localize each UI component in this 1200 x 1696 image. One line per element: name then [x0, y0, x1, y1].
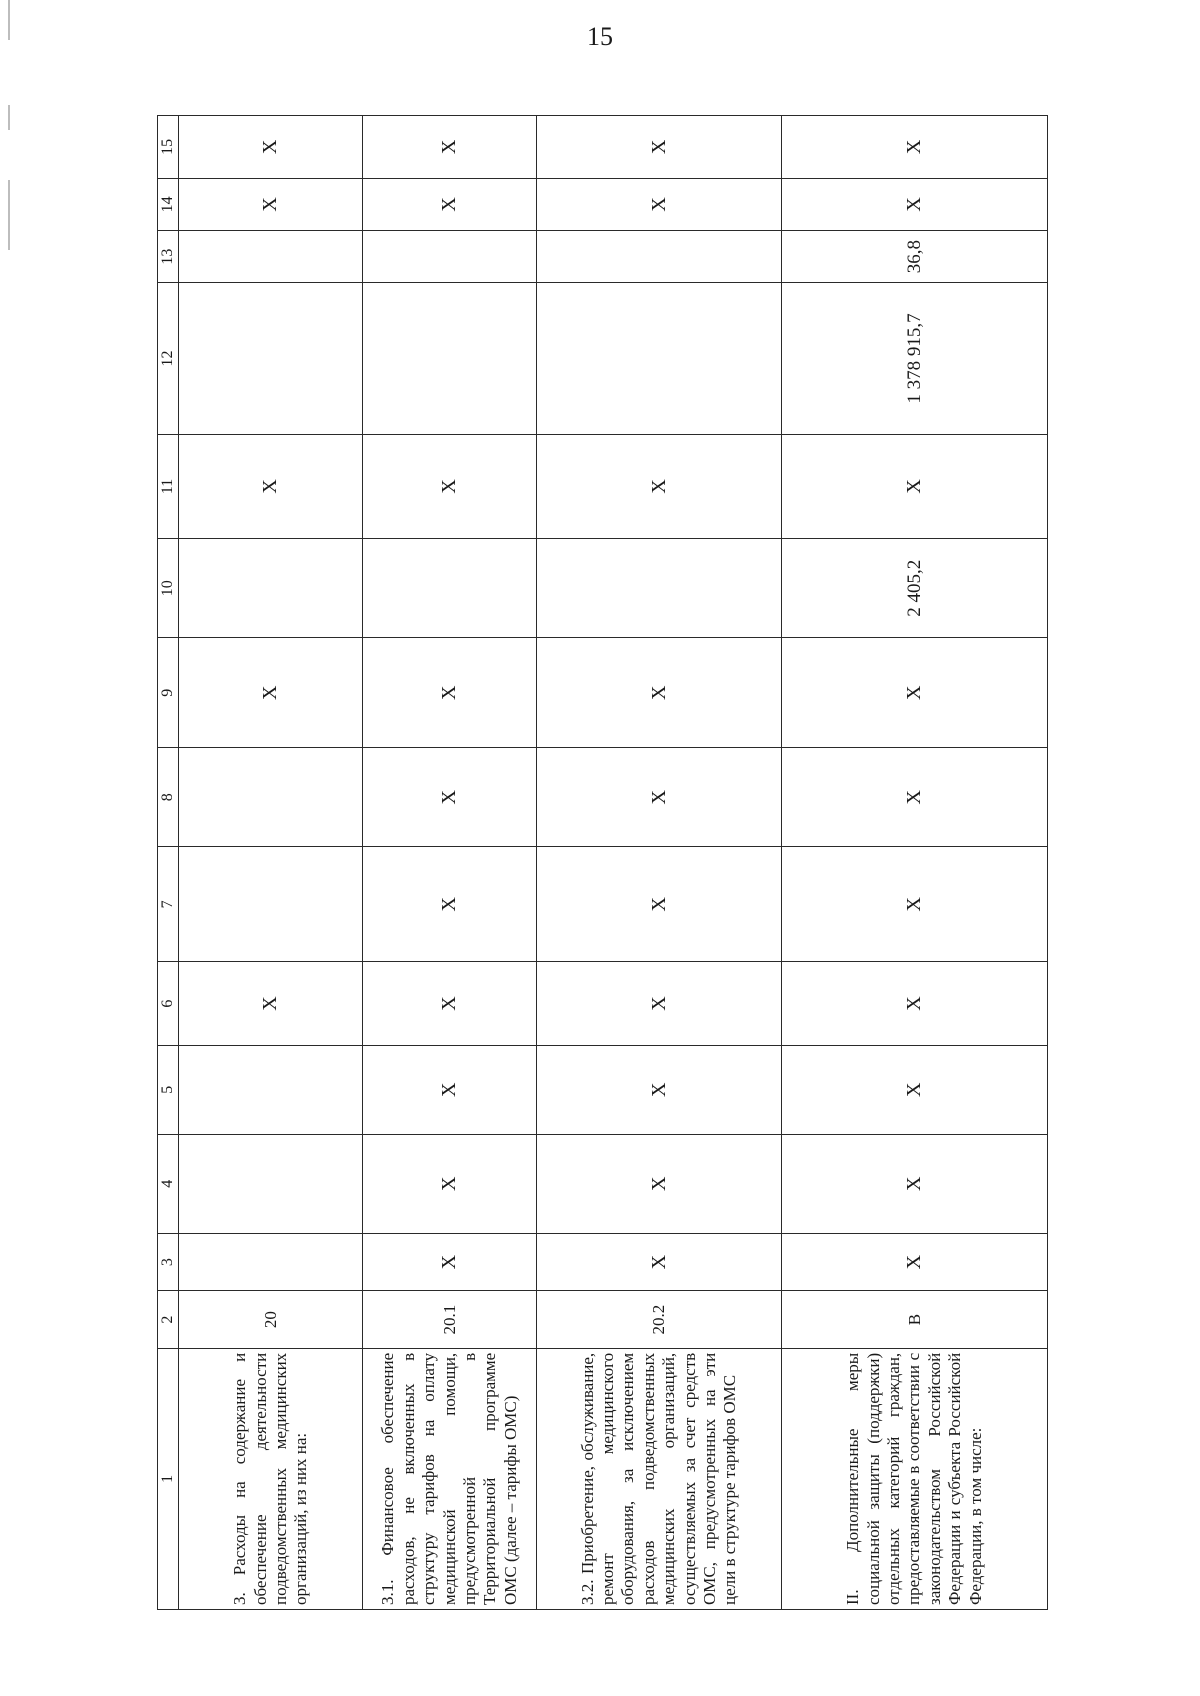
column-number-header: 10 [158, 539, 179, 638]
x-mark-cell: X [363, 178, 537, 230]
rotated-table-wrapper [157, 115, 1048, 1610]
x-mark-cell: X [363, 748, 537, 847]
x-mark-cell: X [537, 116, 782, 179]
scan-edge-mark [8, 180, 10, 250]
column-number-header: 2 [158, 1291, 179, 1348]
x-mark-cell: X [179, 178, 363, 230]
x-mark-cell: X [782, 1134, 1048, 1233]
x-mark-cell: X [363, 638, 537, 748]
x-mark-cell: X [782, 748, 1048, 847]
x-mark-cell: X [537, 962, 782, 1046]
value-cell: 36,8 [782, 231, 1048, 283]
empty-cell [537, 283, 782, 434]
x-mark-cell: X [363, 116, 537, 179]
column-number-header: 12 [158, 283, 179, 434]
x-mark-cell: X [179, 434, 363, 538]
column-number-header: 13 [158, 231, 179, 283]
empty-cell [179, 539, 363, 638]
x-mark-cell: X [537, 1134, 782, 1233]
x-mark-cell: X [363, 434, 537, 538]
x-mark-cell: X [537, 434, 782, 538]
x-mark-cell: X [782, 962, 1048, 1046]
empty-cell [179, 1233, 363, 1290]
column-number-header: 6 [158, 962, 179, 1046]
table-row [537, 116, 782, 1610]
x-mark-cell: X [537, 1233, 782, 1290]
table-row [363, 116, 537, 1610]
empty-cell [179, 748, 363, 847]
row-description: II. Дополнительные меры социальной защиты (поддержки) отдельных категорий граждан, предоставляемые в соответствии с законодательством Российской Федерации и субъекта Российской Федерации, в том числе: [782, 1348, 1048, 1609]
value-cell: 1 378 915,7 [782, 283, 1048, 434]
x-mark-cell: X [363, 1233, 537, 1290]
row-code: 20.1 [363, 1291, 537, 1348]
empty-cell [179, 847, 363, 962]
column-number-header: 11 [158, 434, 179, 538]
column-number-header: 7 [158, 847, 179, 962]
x-mark-cell: X [537, 847, 782, 962]
x-mark-cell: X [179, 116, 363, 179]
table-row [782, 116, 1048, 1610]
x-mark-cell: X [782, 178, 1048, 230]
x-mark-cell: X [782, 116, 1048, 179]
empty-cell [179, 1134, 363, 1233]
table-row [179, 116, 363, 1610]
empty-cell [363, 231, 537, 283]
x-mark-cell: X [537, 178, 782, 230]
budget-table [157, 115, 1048, 1610]
x-mark-cell: X [363, 847, 537, 962]
x-mark-cell: X [537, 748, 782, 847]
x-mark-cell: X [782, 847, 1048, 962]
empty-cell [179, 1045, 363, 1134]
column-number-header: 3 [158, 1233, 179, 1290]
column-number-header: 14 [158, 178, 179, 230]
x-mark-cell: X [363, 962, 537, 1046]
x-mark-cell: X [537, 638, 782, 748]
empty-cell [179, 231, 363, 283]
x-mark-cell: X [537, 1045, 782, 1134]
row-code: В [782, 1291, 1048, 1348]
empty-cell [363, 283, 537, 434]
x-mark-cell: X [782, 638, 1048, 748]
header-row [158, 116, 179, 1610]
row-code: 20.2 [537, 1291, 782, 1348]
page-number: 15 [587, 22, 613, 51]
row-description: 3.1. Финансовое обеспечение расходов, не включенных в структуру тарифов на оплату медицинской помощи, предусмотренной в Территориальной программе ОМС (далее – тарифы ОМС) [363, 1348, 537, 1609]
x-mark-cell: X [782, 434, 1048, 538]
x-mark-cell: X [782, 1045, 1048, 1134]
scan-edge-mark [8, 105, 10, 130]
x-mark-cell: X [179, 962, 363, 1046]
x-mark-cell: X [179, 638, 363, 748]
column-number-header: 1 [158, 1348, 179, 1609]
column-number-header: 8 [158, 748, 179, 847]
empty-cell [537, 539, 782, 638]
column-number-header: 5 [158, 1045, 179, 1134]
column-number-header: 9 [158, 638, 179, 748]
row-code: 20 [179, 1291, 363, 1348]
empty-cell [179, 283, 363, 434]
empty-cell [363, 539, 537, 638]
x-mark-cell: X [363, 1045, 537, 1134]
column-number-header: 4 [158, 1134, 179, 1233]
row-description: 3.2. Приобретение, обслуживание, ремонт медицинского оборудования, за исключением расходов подведомственных медицинских организаций, осуществляемых за счет средств ОМС, предусмотренных на эти цели в структуре тарифов ОМС [537, 1348, 782, 1609]
row-description: 3. Расходы на содержание и обеспечение деятельности подведомственных медицинских организаций, из них на: [179, 1348, 363, 1609]
x-mark-cell: X [363, 1134, 537, 1233]
empty-cell [537, 231, 782, 283]
value-cell: 2 405,2 [782, 539, 1048, 638]
column-number-header: 15 [158, 116, 179, 179]
x-mark-cell: X [782, 1233, 1048, 1290]
